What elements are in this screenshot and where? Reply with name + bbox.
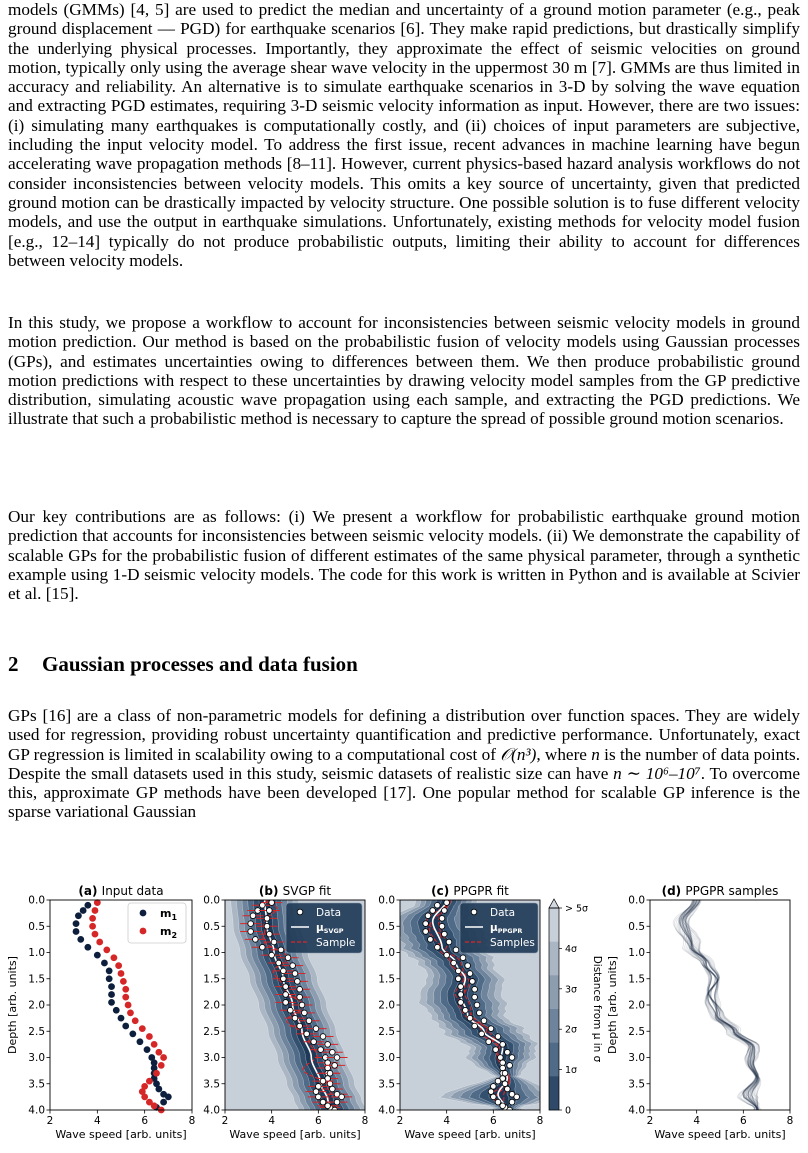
data-point-m1 — [80, 907, 87, 914]
data-point — [474, 1002, 480, 1008]
data-point — [488, 1026, 494, 1032]
panel-title-text: PPGPR samples — [685, 884, 779, 898]
data-point-m1 — [160, 1099, 167, 1106]
y-tick-label: 2.5 — [378, 1025, 395, 1038]
y-axis-label: Depth [arb. units] — [6, 956, 19, 1054]
data-point — [509, 1099, 515, 1105]
legend-m2-marker — [140, 928, 147, 935]
data-point — [435, 902, 441, 908]
data-point-m2 — [158, 1062, 165, 1069]
data-point — [470, 979, 476, 985]
data-point — [283, 1000, 289, 1006]
data-point — [276, 960, 282, 966]
data-point — [486, 1039, 492, 1045]
data-point-m2 — [132, 1017, 139, 1024]
data-point — [495, 1099, 501, 1105]
data-point — [297, 986, 303, 992]
data-point-m1 — [113, 1007, 120, 1014]
data-point — [460, 955, 466, 961]
data-point-m1 — [84, 902, 91, 909]
y-tick-label: 4.0 — [28, 1104, 45, 1117]
section-number: 2 — [8, 652, 19, 676]
y-tick-label: 2.0 — [203, 999, 220, 1012]
sample-curve — [686, 900, 759, 1110]
legend-c — [460, 903, 538, 953]
data-point — [269, 952, 275, 958]
colorbar-segment — [549, 908, 559, 942]
data-point — [509, 1055, 515, 1061]
data-point — [456, 976, 462, 982]
y-tick-label: 3.5 — [628, 1078, 645, 1091]
data-point-m2 — [122, 986, 129, 993]
data-point-m1 — [94, 952, 101, 959]
panel-letter: (c) — [431, 884, 454, 898]
legend-m2-sub: 2 — [171, 931, 178, 940]
legend-m1-sub: 1 — [171, 913, 178, 922]
data-point — [295, 979, 301, 985]
legend-a — [128, 903, 186, 943]
data-point — [334, 1099, 340, 1105]
data-point-m2 — [160, 1054, 167, 1061]
x-tick-label: 2 — [646, 1115, 654, 1127]
data-point — [269, 900, 275, 906]
data-point-m1 — [108, 983, 115, 990]
y-tick-label: 0.5 — [378, 920, 395, 933]
axes-frame — [650, 900, 790, 1110]
y-tick-label: 2.0 — [378, 999, 395, 1012]
data-point-m1 — [73, 920, 80, 927]
x-tick-label: 4 — [693, 1115, 701, 1127]
legend-mean-sub: SVGP — [323, 927, 344, 935]
y-tick-label: 0.0 — [203, 894, 220, 907]
x-axis-label: Wave speed [arb. units] — [55, 1128, 187, 1141]
section-title: Gaussian processes and data fusion — [42, 652, 358, 676]
data-point — [267, 908, 273, 914]
colorbar-tick-label: > 5σ — [565, 903, 589, 915]
sample-curve — [686, 900, 759, 1110]
legend-data-marker — [471, 909, 477, 915]
panel-title — [259, 884, 331, 898]
data-point-m2 — [118, 970, 125, 977]
panel-title-text: SVGP fit — [282, 884, 332, 898]
data-point — [325, 1060, 331, 1066]
data-point — [442, 931, 448, 937]
legend-mean-sub: PPGPR — [497, 927, 523, 935]
data-point — [453, 947, 459, 953]
x-axis-label: Wave speed [arb. units] — [229, 1128, 361, 1141]
paragraph-contributions — [8, 507, 800, 603]
colorbar-segment — [549, 942, 559, 976]
data-point — [423, 921, 429, 927]
text-run: . To overcome this, approximate GP methods have been developed [17]. One popular method for scalable GP inference is the sparse variational Gaussian — [8, 763, 800, 822]
data-point — [428, 937, 434, 943]
data-point — [491, 1094, 497, 1100]
x-axis-label: Wave speed [arb. units] — [654, 1128, 786, 1141]
data-point — [498, 1055, 504, 1061]
y-tick-label: 0.5 — [628, 920, 645, 933]
data-point — [500, 1065, 506, 1071]
data-point — [292, 971, 298, 977]
data-point — [514, 1094, 520, 1100]
data-point-m2 — [120, 978, 127, 985]
x-tick-label: 2 — [396, 1115, 404, 1127]
paragraph-text: models (GMMs) [4, 5] are used to predict the median and uncertainty of a ground motion parameter (e.g., peak ground displacement — PGD) for earthquake scenarios [6]. They make rapid predictions, but drastically simplify the underlying physical processes. Importantly, they approximate the effect of seismic velocities on ground motion, typically only using the average shear wave velocity in the uppermost 30 m [7]. GMMs are thus limited in accuracy and reliability. An alternative is to simulate earthquake scenarios in 3-D by solving the wave equation and extracting PGD estimates, requiring 3-D seismic velocity information as input. However, there are two issues: (i) simulating many earthquakes is computationally costly, and (ii) choices of input parameters are subjective, including the input velocity model. To address the first issue, recent advances in machine learning have begun accelerating wave propagation methods [8–11]. However, current physics-based hazard analysis workflows do not consider inconsistencies between velocity models. This omits a key source of uncertainty, given that predicted ground motion can be drastically impacted by velocity structure. One possible solution is to fuse different velocity models, and use the output in earthquake simulations. Unfortunately, existing methods for velocity model fusion [e.g., 12–14] typically do not produce probabilistic outputs, limiting their ability to account for differences between velocity models. — [8, 0, 800, 270]
y-tick-label: 3.5 — [28, 1078, 45, 1091]
x-tick-label: 8 — [786, 1115, 794, 1127]
data-point — [311, 1039, 317, 1045]
figure — [0, 876, 808, 1148]
data-point-m1 — [118, 1015, 125, 1022]
data-point-m1 — [106, 967, 113, 974]
y-tick-label: 2.5 — [628, 1025, 645, 1038]
data-point — [325, 1065, 331, 1071]
colorbar-tick-label: 2σ — [565, 1024, 578, 1036]
legend-mean-label: μSVGP — [316, 922, 344, 935]
colorbar-tick-label: 0 — [565, 1105, 572, 1117]
data-point — [500, 1103, 506, 1109]
y-tick-label: 3.5 — [203, 1078, 220, 1091]
paragraph-text — [8, 706, 800, 822]
x-tick-label: 2 — [46, 1115, 54, 1127]
sample-curve — [686, 900, 758, 1110]
sample-curve — [687, 900, 758, 1110]
legend-data-label: Data — [490, 907, 516, 919]
sample-curve — [682, 900, 759, 1110]
y-tick-label: 3.0 — [628, 1052, 645, 1065]
data-point — [500, 1060, 506, 1066]
y-tick-label: 2.0 — [28, 999, 45, 1012]
y-axis-label: Depth [arb. units] — [606, 956, 619, 1054]
data-point-m2 — [115, 962, 122, 969]
data-point — [467, 1015, 473, 1021]
paragraph-gp-intro — [8, 706, 800, 822]
text-run: GPs [16] are a class of non-parametric models for defining a distribution over function spaces. They are widely used for regression, providing robust uncertainty quantification and predictive performance. Unfortunately, exact GP regression is limited in scalability owing to a computational cost of — [8, 706, 800, 764]
data-point — [264, 916, 270, 922]
colorbar-label: Distance from μ in σ — [591, 955, 603, 1063]
data-point-m1 — [122, 1023, 129, 1030]
data-point — [472, 986, 478, 992]
x-axis-label: Wave speed [arb. units] — [404, 1128, 536, 1141]
data-point-m2 — [89, 923, 96, 930]
data-point-m1 — [84, 944, 91, 951]
data-point-m2 — [111, 954, 118, 961]
colorbar-segment — [549, 1076, 559, 1110]
ppgpr-sample-cloud — [673, 900, 761, 1110]
figure-svg — [0, 876, 808, 1148]
paragraph-intro-continued — [8, 0, 800, 270]
panel-letter: (a) — [78, 884, 102, 898]
data-point — [316, 1094, 322, 1100]
data-point — [313, 1026, 319, 1032]
x-tick-label: 8 — [188, 1115, 196, 1127]
data-point — [325, 1042, 331, 1048]
math-cost: 𝒪(n³) — [500, 744, 537, 764]
data-point-m2 — [92, 907, 99, 914]
y-tick-label: 4.0 — [203, 1104, 220, 1117]
data-point — [493, 1047, 499, 1053]
y-tick-label: 0.0 — [378, 894, 395, 907]
data-point — [267, 931, 273, 937]
colorbar-tick-label: 4σ — [565, 943, 578, 955]
y-tick-label: 3.5 — [378, 1078, 395, 1091]
data-point — [507, 1063, 513, 1069]
x-tick-label: 6 — [739, 1115, 747, 1127]
y-tick-label: 0.5 — [28, 920, 45, 933]
legend-box — [128, 903, 186, 943]
data-point — [288, 1007, 294, 1013]
data-point — [467, 971, 473, 977]
data-point — [320, 1034, 326, 1040]
data-point — [299, 1002, 305, 1008]
data-point — [253, 937, 259, 943]
data-point-m2 — [122, 994, 129, 1001]
panel-letter: (d) — [661, 884, 686, 898]
data-point — [430, 908, 436, 914]
legend-m2-label: $m_2$ — [160, 925, 178, 940]
text-run: is the number of data points. Despite the small datasets used in this study, seismic datasets of realistic size can have — [8, 744, 800, 783]
data-point — [479, 1031, 485, 1037]
data-point — [297, 994, 303, 1000]
data-point — [334, 1055, 340, 1061]
section-heading — [8, 652, 358, 677]
data-point-m1 — [165, 1093, 172, 1100]
y-tick-label: 2.5 — [28, 1025, 45, 1038]
data-point — [488, 1089, 494, 1095]
data-point — [316, 1084, 322, 1090]
data-point-m2 — [127, 1009, 134, 1016]
y-tick-label: 1.0 — [28, 947, 45, 960]
legend-sample-label: Sample — [316, 937, 356, 949]
colorbar-segment — [549, 975, 559, 1009]
data-point — [318, 1047, 324, 1053]
colorbar-segment — [549, 1009, 559, 1043]
x-tick-label: 2 — [221, 1115, 229, 1127]
data-point-m2 — [153, 1070, 160, 1077]
y-tick-label: 1.0 — [378, 947, 395, 960]
data-point-m1 — [144, 1046, 151, 1053]
sample-curve — [688, 900, 759, 1110]
data-point — [260, 902, 266, 908]
math-n: n — [591, 744, 600, 764]
data-point — [285, 955, 291, 961]
colorbar-tick-label: 1σ — [565, 1065, 578, 1077]
data-point — [444, 900, 450, 906]
data-point — [292, 1015, 298, 1021]
sample-curve — [686, 900, 760, 1110]
data-point — [465, 963, 471, 969]
data-point — [283, 984, 289, 990]
y-tick-label: 0.5 — [203, 920, 220, 933]
data-point-m1 — [108, 999, 115, 1006]
data-point — [439, 923, 445, 929]
data-point — [505, 1049, 511, 1055]
y-tick-label: 1.5 — [378, 973, 395, 986]
data-point — [451, 960, 457, 966]
data-point — [444, 952, 450, 958]
data-point — [297, 1023, 303, 1029]
math-range: n ∼ 10⁶–10⁷ — [613, 763, 701, 783]
data-point-m2 — [151, 1102, 158, 1109]
data-point — [320, 1078, 326, 1084]
panel-letter: (b) — [258, 884, 283, 898]
data-point — [477, 1010, 483, 1016]
data-point — [339, 1094, 345, 1100]
sample-curve — [685, 900, 760, 1110]
data-point — [332, 1063, 338, 1069]
sample-curve — [685, 900, 758, 1110]
y-tick-label: 1.0 — [628, 947, 645, 960]
data-point — [472, 1023, 478, 1029]
data-point — [330, 1049, 336, 1055]
data-point — [325, 1103, 331, 1109]
data-point — [302, 1010, 308, 1016]
data-point — [320, 1099, 326, 1105]
data-point — [458, 984, 464, 990]
data-point-m2 — [146, 1033, 153, 1040]
sample-curve — [686, 900, 759, 1110]
data-point — [330, 1086, 336, 1092]
sample-curve — [686, 900, 758, 1110]
data-point — [271, 939, 277, 945]
x-tick-label: 8 — [536, 1115, 544, 1127]
data-point — [327, 1081, 333, 1087]
data-point-m1 — [129, 1030, 136, 1037]
y-tick-label: 3.0 — [28, 1052, 45, 1065]
data-point-m1 — [137, 1038, 144, 1045]
panel-title — [78, 884, 163, 898]
y-tick-label: 1.5 — [628, 973, 645, 986]
data-point — [502, 1081, 508, 1087]
data-point-m2 — [103, 946, 110, 953]
data-point — [306, 1018, 312, 1024]
data-point — [472, 994, 478, 1000]
data-point — [260, 944, 266, 950]
data-point — [463, 1007, 469, 1013]
data-point — [500, 1042, 506, 1048]
data-point — [290, 963, 296, 969]
colorbar — [549, 899, 603, 1117]
data-point-m1 — [106, 975, 113, 982]
data-point — [281, 976, 287, 982]
data-point — [435, 944, 441, 950]
data-point — [313, 1089, 319, 1095]
data-point-m1 — [101, 960, 108, 967]
data-point — [278, 947, 284, 953]
x-tick-label: 4 — [93, 1115, 101, 1127]
panel-title-text: PPGPR fit — [453, 884, 509, 898]
panel-title — [431, 884, 509, 898]
y-tick-label: 0.0 — [628, 894, 645, 907]
data-point — [505, 1086, 511, 1092]
x-tick-label: 6 — [489, 1115, 497, 1127]
data-point — [458, 992, 464, 998]
data-point-m2 — [139, 1025, 146, 1032]
data-point-m2 — [89, 915, 96, 922]
legend-mean-label: μPPGPR — [490, 922, 523, 935]
data-point-m1 — [155, 1086, 162, 1093]
panel-title — [662, 884, 779, 898]
colorbar-segment — [549, 1043, 559, 1077]
legend-sample-label: Samples — [490, 937, 535, 949]
data-point — [491, 1084, 497, 1090]
y-tick-label: 1.5 — [28, 973, 45, 986]
x-tick-label: 8 — [361, 1115, 369, 1127]
data-point-m2 — [151, 1041, 158, 1048]
data-point — [425, 913, 431, 919]
paragraph-text: In this study, we propose a workflow to account for inconsistencies between seismic velocity models in ground motion prediction. Our method is based on the probabilistic fusion of velocity models using Gaussian processes (GPs), and estimates uncertainties owing to differences between them. We then produce probabilistic ground motion predictions with respect to these uncertainties by drawing velocity model samples from the GP predictive distribution, simulating acoustic wave propagation using each sample, and extracting the PGD predictions. We illustrate that such a probabilistic method is necessary to capture the spread of possible ground motion scenarios. — [8, 313, 800, 429]
data-point — [446, 939, 452, 945]
y-tick-label: 2.0 — [628, 999, 645, 1012]
data-point-m1 — [77, 936, 84, 943]
y-tick-label: 3.0 — [378, 1052, 395, 1065]
data-point — [250, 913, 256, 919]
data-point — [283, 992, 289, 998]
paragraph-text: Our key contributions are as follows: (i) We present a workflow for probabilistic earthquake ground motion prediction that accounts for inconsistencies between seismic velocity models. (ii) We demonstrate the capability of scalable GPs for the probabilistic fusion of different estimates of the same physical parameter, through a synthetic example using 1-D seismic velocity models. The code for this work is written in Python and is available at Scivier et al. [15]. — [8, 507, 800, 604]
data-point — [304, 1031, 310, 1037]
data-point — [481, 1018, 487, 1024]
data-point — [502, 1070, 508, 1076]
legend-m1-label: $m_1$ — [160, 907, 178, 922]
y-tick-label: 3.0 — [203, 1052, 220, 1065]
data-point — [327, 1070, 333, 1076]
legend-m1-marker — [140, 910, 147, 917]
data-point — [495, 1078, 501, 1084]
data-point-m2 — [92, 931, 99, 938]
data-point — [423, 929, 429, 935]
legend-data-label: Data — [316, 907, 342, 919]
y-tick-label: 4.0 — [378, 1104, 395, 1117]
data-point-m1 — [73, 928, 80, 935]
x-tick-label: 6 — [141, 1115, 149, 1127]
y-tick-label: 4.0 — [628, 1104, 645, 1117]
x-tick-label: 6 — [314, 1115, 322, 1127]
data-point — [458, 1000, 464, 1006]
panel-title-text: Input data — [101, 884, 164, 898]
sample-curve — [686, 900, 760, 1110]
data-point-m2 — [155, 1049, 162, 1056]
data-point — [495, 1034, 501, 1040]
y-tick-label: 2.5 — [203, 1025, 220, 1038]
data-point — [248, 929, 254, 935]
legend-data-marker — [297, 909, 303, 915]
data-point-m2 — [125, 1002, 132, 1009]
data-point — [281, 968, 287, 974]
y-tick-label: 0.0 — [28, 894, 45, 907]
data-point-m2 — [141, 1093, 148, 1100]
data-point — [439, 916, 445, 922]
data-point — [442, 908, 448, 914]
legend-b — [286, 903, 362, 953]
colorbar-tick-label: 3σ — [565, 984, 578, 996]
data-point — [456, 968, 462, 974]
data-point — [248, 921, 254, 927]
data-point-m2 — [146, 1078, 153, 1085]
paragraph-study-proposal — [8, 313, 800, 429]
y-tick-label: 1.0 — [203, 947, 220, 960]
data-point-m1 — [75, 912, 82, 919]
data-point — [264, 923, 270, 929]
y-tick-label: 1.5 — [203, 973, 220, 986]
x-tick-label: 4 — [268, 1115, 276, 1127]
text-run: , where — [536, 744, 592, 764]
data-point-m1 — [108, 991, 115, 998]
colorbar-extend-arrow — [549, 899, 559, 908]
data-point-m2 — [96, 939, 103, 946]
x-tick-label: 4 — [443, 1115, 451, 1127]
